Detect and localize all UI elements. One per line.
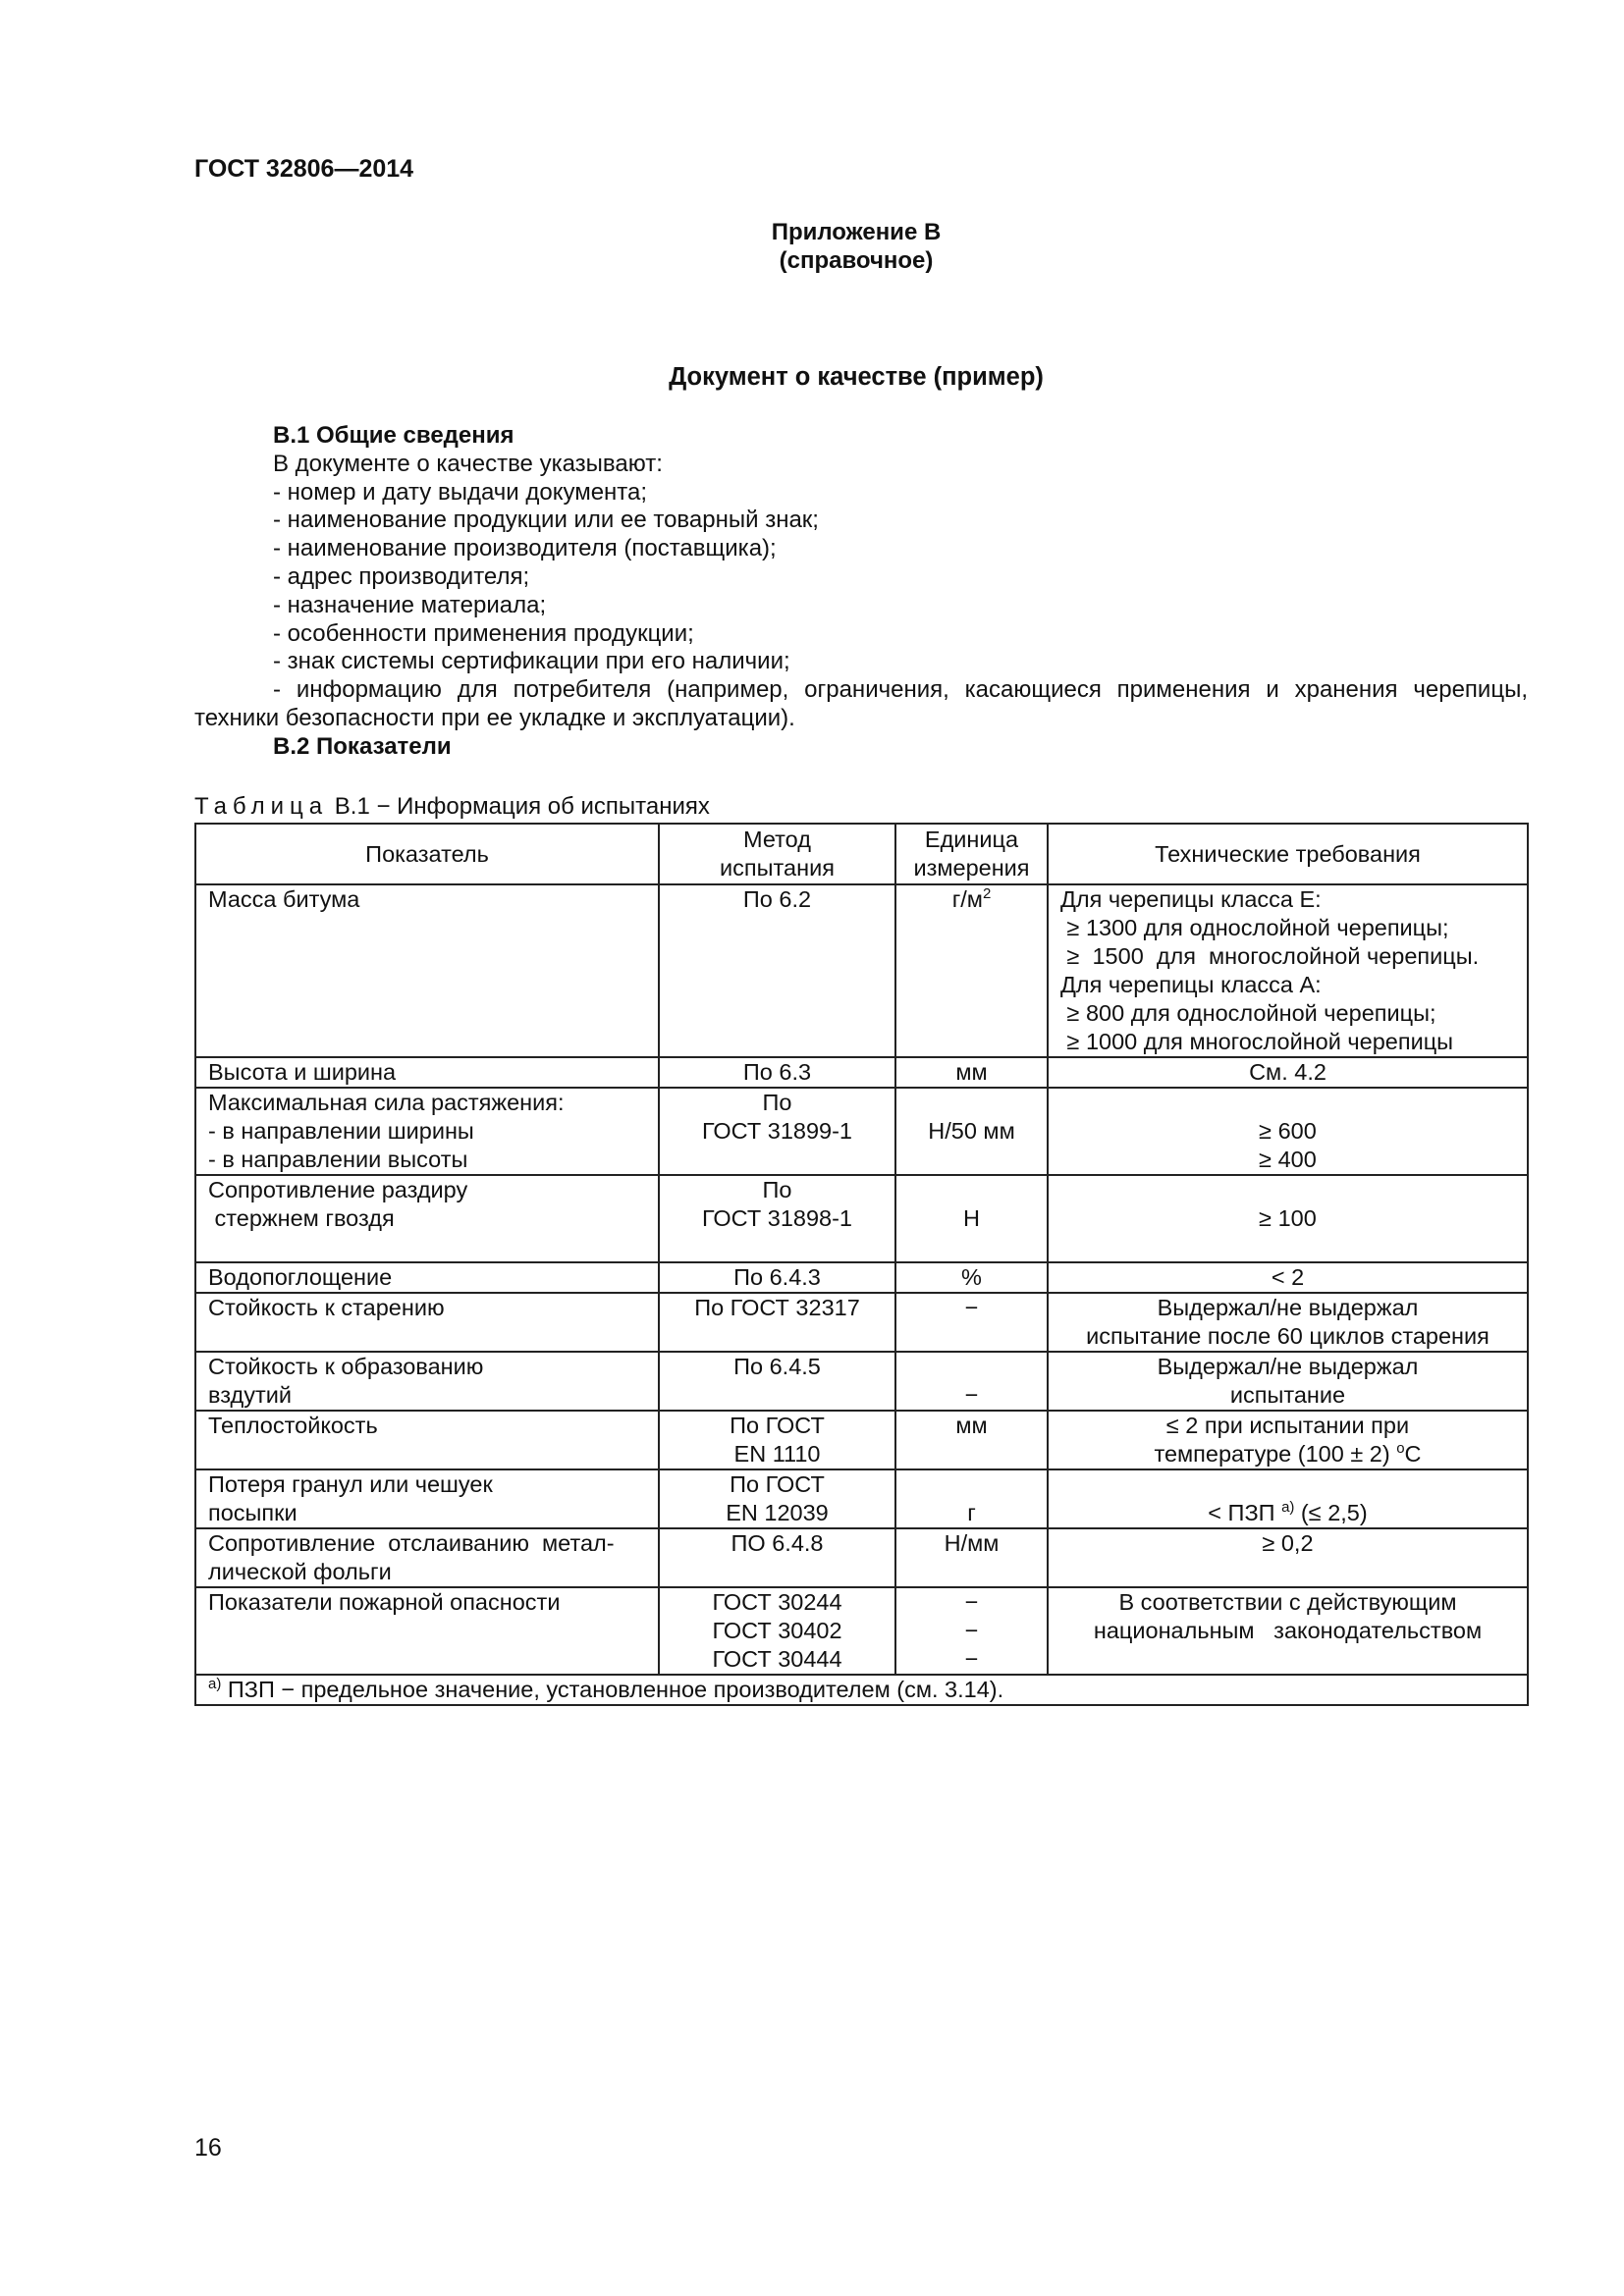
section-b1 <box>194 422 1528 762</box>
cell-method: ПО 6.4.8 <box>659 1528 895 1587</box>
cell-indicator: Максимальная сила растяжения: - в направлении ширины - в направлении высоты <box>195 1088 659 1175</box>
table-footnote: $^{а)}$ ПЗП − предельное значение, установленное производителем (см. 3.14). <box>195 1675 1528 1705</box>
cell-unit: $г/м^2$ <box>895 884 1048 1057</box>
table-row <box>195 1293 1528 1352</box>
cell-method: По ГОСТ EN 12039 <box>659 1469 895 1528</box>
cell-indicator: Теплостойкость <box>195 1411 659 1469</box>
cell-requirements: В соответствии с действующим национальным законодательством <box>1048 1587 1528 1675</box>
cell-requirements: ≥ 600 ≥ 400 <box>1048 1088 1528 1175</box>
cell-indicator: Сопротивление отслаиванию метал- лической фольги <box>195 1528 659 1587</box>
table-row <box>195 884 1528 1057</box>
cell-indicator: Показатели пожарной опасности <box>195 1587 659 1675</box>
table-row <box>195 1088 1528 1175</box>
cell-method: ГОСТ 30244 ГОСТ 30402 ГОСТ 30444 <box>659 1587 895 1675</box>
list-item: - особенности применения продукции; <box>273 619 694 647</box>
header-method: Метод испытания <box>659 824 895 884</box>
section-b1-intro: В документе о качестве указывают: <box>273 450 663 477</box>
header-indicator: Показатель <box>195 824 659 884</box>
list-item: - адрес производителя; <box>273 562 530 590</box>
section-b1-heading: В.1 Общие сведения <box>273 422 514 449</box>
list-item: - наименование производителя (поставщика); <box>273 535 777 562</box>
cell-requirements: Для черепицы класса Е: ≥ 1300 для однослойной черепицы; ≥ 1500 для многослойной черепицы. Для черепицы класса А: ≥ 800 для однослойной черепицы; ≥ 1000 для многослойной черепицы <box>1048 884 1528 1057</box>
cell-requirements: ≤ 2 при испытании при температуре (100 ± 2) $^о$С <box>1048 1411 1528 1469</box>
cell-unit: г <box>895 1469 1048 1528</box>
cell-unit: % <box>895 1262 1048 1293</box>
list-item: - информацию для потребителя (например, ограничения, касающиеся применения и хранения черепицы, техники безопасности при ее укладке и эксплуатации). <box>194 676 1528 731</box>
cell-method: По 6.2 <box>659 884 895 1057</box>
cell-indicator: Потеря гранул или чешуек посыпки <box>195 1469 659 1528</box>
document-code: ГОСТ 32806—2014 <box>194 155 414 183</box>
cell-indicator: Высота и ширина <box>195 1057 659 1088</box>
cell-indicator: Сопротивление раздиру стержнем гвоздя <box>195 1175 659 1262</box>
appendix-heading <box>0 218 1624 275</box>
cell-unit: − <box>895 1352 1048 1411</box>
cell-unit: Н <box>895 1175 1048 1262</box>
cell-unit: мм <box>895 1411 1048 1469</box>
list-item: - знак системы сертификации при его наличии; <box>273 648 790 675</box>
test-info-table <box>194 823 1529 1706</box>
cell-requirements: ≥ 100 <box>1048 1175 1528 1262</box>
list-item: - номер и дату выдачи документа; <box>273 478 648 506</box>
table-header-row <box>195 824 1528 884</box>
list-item: - назначение материала; <box>273 591 547 618</box>
header-unit: Единица измерения <box>895 824 1048 884</box>
table-row <box>195 1352 1528 1411</box>
cell-indicator: Стойкость к старению <box>195 1293 659 1352</box>
cell-method: По ГОСТ 31899-1 <box>659 1088 895 1175</box>
appendix-title: Приложение В <box>771 219 942 245</box>
cell-unit: − <box>895 1293 1048 1352</box>
cell-unit: − − − <box>895 1587 1048 1675</box>
header-requirements: Технические требования <box>1048 824 1528 884</box>
list-item: - наименование продукции или ее товарный знак; <box>273 507 819 534</box>
appendix-subtitle: (справочное) <box>779 247 934 274</box>
table-caption-prefix: Таблица <box>194 793 329 820</box>
table-caption <box>194 793 710 821</box>
table-row <box>195 1528 1528 1587</box>
page-number: 16 <box>194 2134 222 2162</box>
cell-unit: мм <box>895 1057 1048 1088</box>
table-row <box>195 1411 1528 1469</box>
cell-requirements: Выдержал/не выдержал испытание после 60 циклов старения <box>1048 1293 1528 1352</box>
table-row <box>195 1057 1528 1088</box>
cell-method: По ГОСТ 31898-1 <box>659 1175 895 1262</box>
cell-method: По 6.4.5 <box>659 1352 895 1411</box>
cell-requirements: < ПЗП $^{а)}$ (≤ 2,5) <box>1048 1469 1528 1528</box>
cell-unit: Н/мм <box>895 1528 1048 1587</box>
cell-requirements: Выдержал/не выдержал испытание <box>1048 1352 1528 1411</box>
table-row <box>195 1587 1528 1675</box>
table-row <box>195 1175 1528 1262</box>
cell-indicator: Масса битума <box>195 884 659 1057</box>
cell-method: По ГОСТ 32317 <box>659 1293 895 1352</box>
table-caption-text: В.1 − Информация об испытаниях <box>328 793 710 820</box>
table-row <box>195 1262 1528 1293</box>
cell-unit: Н/50 мм <box>895 1088 1048 1175</box>
cell-requirements: См. 4.2 <box>1048 1057 1528 1088</box>
section-b2-heading: В.2 Показатели <box>273 732 452 760</box>
cell-requirements: ≥ 0,2 <box>1048 1528 1528 1587</box>
cell-indicator: Водопоглощение <box>195 1262 659 1293</box>
cell-method: По ГОСТ EN 1110 <box>659 1411 895 1469</box>
table-row <box>195 1469 1528 1528</box>
table-footnote-row <box>195 1675 1528 1705</box>
cell-requirements: < 2 <box>1048 1262 1528 1293</box>
cell-indicator: Стойкость к образованию вздутий <box>195 1352 659 1411</box>
cell-method: По 6.3 <box>659 1057 895 1088</box>
cell-method: По 6.4.3 <box>659 1262 895 1293</box>
document-title: Документ о качестве (пример) <box>669 363 1044 391</box>
